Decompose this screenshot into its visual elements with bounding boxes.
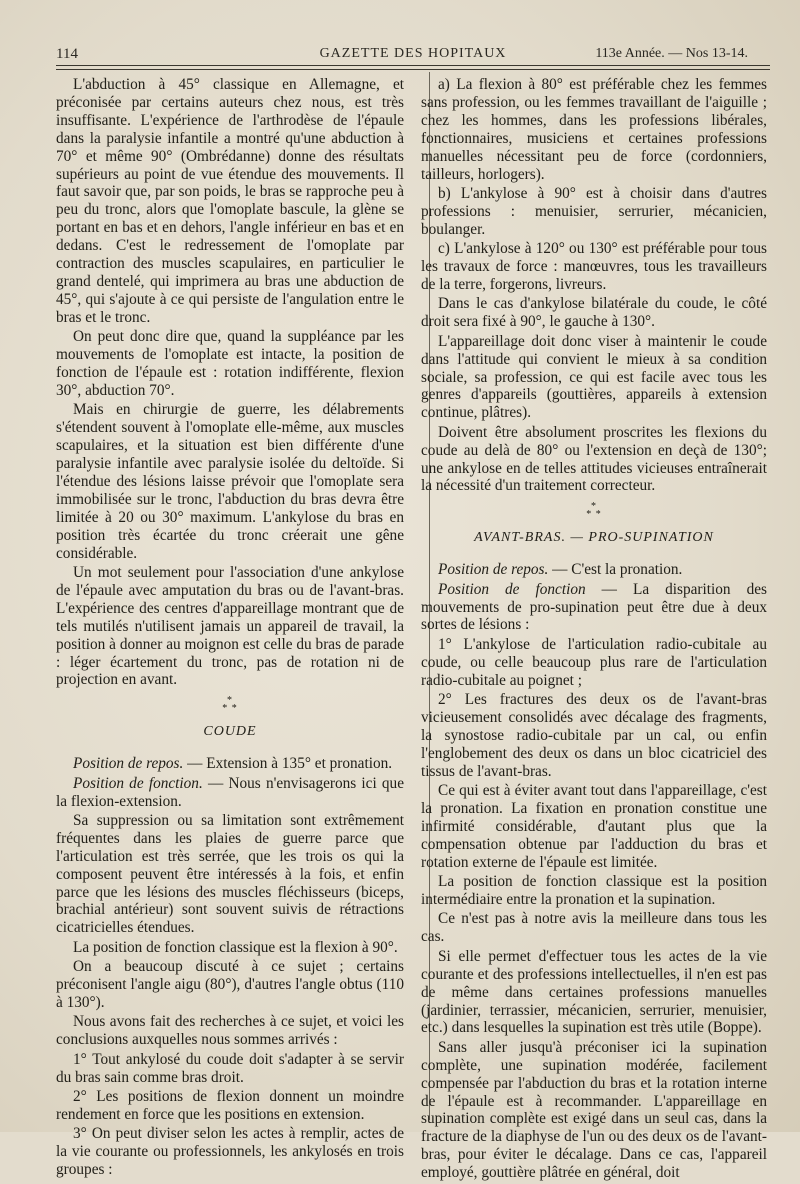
paragraph: Dans le cas d'ankylose bilatérale du coude, le côté droit sera fixé à 90°, le gauche à 130°. [421, 295, 767, 331]
paragraph: L'abduction à 45° classique en Allemagne, et préconisée par certains auteurs chez nous, est très insuffisante. L'expérience de l'arthrodèse de l'épaule dans la paralysie infantile a montré qu'une abduction à 70° et même 90° (Ombrédanne) donne des résultats supérieurs au point de vue étendue des mouvements. Il faut savoir que, par son poids, le bras se rapproche peu à peu du tronc, alors que l'omoplate bascule, la glène se portant en bas et en dehors, l'angle inférieur en bas et en dedans. C'est le redressement de l'omoplate par contraction des muscles scapulaires, en particulier le grand dentelé, qui imprimera au bras une abduction de 45°, qui s'ajoute à ce qui persiste de l'angulation entre le bras et le tronc. [56, 76, 404, 326]
paragraph: La position de fonction classique est la position intermédiaire entre la pronation et la supination. [421, 873, 767, 909]
right-column [421, 76, 767, 1184]
paragraph: 2° Les fractures des deux os de l'avant-bras vicieusement consolidés avec décalage des fragments, la synostose radio-cubitale par un cal, ou enfin l'englobement des deux os dans un bloc cicatriciel des tissus de l'avant-bras. [421, 691, 767, 780]
paragraph: Ce n'est pas à notre avis la meilleure dans tous les cas. [421, 910, 767, 946]
subheading: Position de fonction [438, 580, 586, 598]
paragraph: b) L'ankylose à 90° est à choisir dans d'autres professions : menuisier, serrurier, mécanicien, boulanger. [421, 184, 767, 238]
paragraph: 1° Tout ankylosé du coude doit s'adapter à se servir du bras sain comme bras droit. [56, 1050, 404, 1086]
subheading-text: — Extension à 135° et pronation. [183, 755, 393, 773]
paragraph: On peut donc dire que, quand la suppléance par les mouvements de l'omoplate est intacte, la position de fonction de l'épaule est : rotation indifférente, flexion 30°, abduction 70°. [56, 328, 404, 399]
header-rule-thin [56, 69, 770, 70]
subheading: Position de repos. [438, 561, 549, 579]
subheading-text: — La disparition des mouvements de pro-supination peut être due à deux sortes de lésions : [421, 580, 767, 634]
paragraph [56, 775, 404, 811]
paragraph: On a beaucoup discuté à ce sujet ; certains préconisent l'angle aigu (80°), d'autres l'angle obtus (110 à 130°). [56, 958, 404, 1011]
section-separator: * * * [222, 695, 238, 715]
paragraph: Mais en chirurgie de guerre, les délabrements s'étendent souvent à l'omoplate elle-même, aux muscles scapulaires, et la situation est bien différente d'une paralysie infantile avec paralysie isolée du deltoïde. Si l'étendue des lésions laisse prévoir que l'omoplate sera immobilisée sur le tronc, l'abduction du bras devra être limitée à 20 ou 30° maximum. L'ankylose du bras en position très écartée du tronc créerait une gêne considérable. [56, 401, 404, 562]
paragraph: La position de fonction classique est la flexion à 90°. [73, 938, 398, 956]
paragraph: a) La flexion à 80° est préférable chez les femmes sans profession, ou les femmes travaillant de l'aiguille ; chez les hommes, dans les professions libérales, fonctionnaires, musiciens et certaines professions manuelles nécessitant peu de force (cordonniers, tailleurs, horlogers). [421, 76, 767, 183]
paragraph: 3° On peut diviser selon les actes à remplir, actes de la vie courante ou professionnels, les ankylosés en trois groupes : [56, 1125, 404, 1179]
paragraph [421, 581, 767, 635]
paragraph: 2° Les positions de flexion donnent un moindre rendement en force que les positions en extension. [56, 1088, 404, 1123]
subheading: Position de repos. [73, 755, 184, 773]
page-number: 114 [56, 46, 78, 62]
paragraph: Doivent être absolument proscrites les flexions du coude au delà de 80° ou l'extension en deçà de 130°; une ankylose en de telles attitudes vicieuses entraînerait la nécessité d'un traitement correcteur. [421, 423, 767, 495]
section-heading: AVANT-BRAS. — PRO-SUPINATION [474, 530, 714, 546]
paragraph: Sa suppression ou sa limitation sont extrêmement fréquentes dans les plaies de guerre parce que l'articulation est très serrée, que les trois os qui la composent peuvent être intéressés à la fois, et enfin parce que les lésions des muscles fléchisseurs (biceps, brachial antérieur) sont souvent suivis de rétractions cicatricielles étendues. [56, 811, 404, 937]
subheading-text: — C'est la pronation. [548, 561, 683, 579]
paragraph [56, 755, 404, 773]
paragraph: Sans aller jusqu'à préconiser ici la supination complète, une supination modérée, facilement compensée par l'abduction du bras et la rotation interne de l'épaule est à recommander. L'appareillage en supination complète est exigé dans un seul cas, dans la fracture de la diaphyse de l'un ou des deux os de l'avant-bras, pour éviter le décalage. Dans ce cas, l'appareil employé, gouttière plâtrée en général, doit [421, 1038, 767, 1182]
header-rule [56, 65, 770, 66]
paragraph: Nous avons fait des recherches à ce sujet, et voici les conclusions auxquelles nous sommes arrivés : [56, 1013, 404, 1049]
paragraph: c) L'ankylose à 120° ou 130° est préférable pour tous les travaux de force : manœuvres, tous les travailleurs de la terre, forgerons, livreurs. [421, 240, 767, 293]
paragraph: Si elle permet d'effectuer tous les actes de la vie courante et des professions intellectuelles, il n'en est pas de même dans certaines professions manuelles (jardinier, terrassier, mécanicien, serrurier, menuisier, etc.) dans lesquelles la supination est très utile (Boppe). [421, 947, 767, 1037]
paragraph [421, 561, 767, 579]
issue-info: 113e Année. — Nos 13-14. [595, 46, 748, 61]
left-column [56, 76, 404, 1181]
subheading: Position de fonction. [73, 774, 203, 792]
page-header [56, 44, 770, 66]
section-separator: * * * [586, 501, 602, 521]
paragraph: Ce qui est à éviter avant tout dans l'appareillage, c'est la pronation. La fixation en pronation constitue une infirmité considérable, d'autant plus que la compensation obtenue par l'adduction du bras et rotation externe de l'épaule est limitée. [421, 782, 767, 871]
section-heading: COUDE [203, 724, 257, 740]
paragraph: Un mot seulement pour l'association d'une ankylose de l'épaule avec amputation du bras ou de l'avant-bras. L'expérience des centres d'appareillage montrant que de tels mutilés n'utilisent jamais un appareil de travail, la position à donner au moignon est celle du bras de parade : léger écartement du tronc, pas de rotation ni de projection en avant. [56, 563, 404, 689]
subheading-text: — Nous n'envisagerons ici que la flexion-extension. [56, 774, 404, 810]
paragraph: L'appareillage doit donc viser à maintenir le coude dans l'attitude qui convient le mieux à sa condition sociale, sa profession, ce qui est facile avec tous les genres d'appareils (gouttières, appareils à extension continue, plâtres). [421, 332, 767, 422]
journal-title: GAZETTE DES HOPITAUX [319, 46, 507, 61]
paragraph: 1° L'ankylose de l'articulation radio-cubitale au coude, ou celle beaucoup plus rare de l'articulation radio-cubitale au poignet ; [421, 635, 767, 689]
